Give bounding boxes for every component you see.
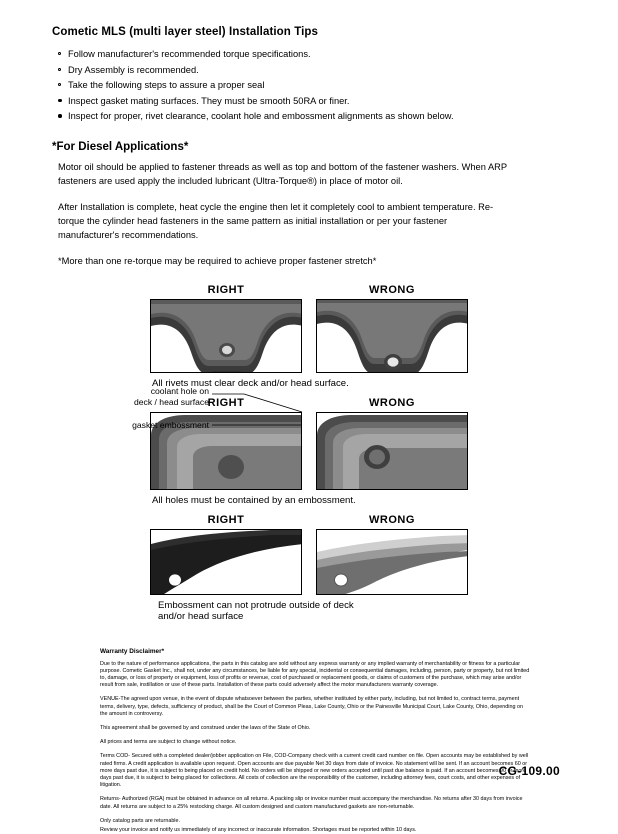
callout-gasket-embossment: gasket embossment — [74, 420, 209, 431]
figure-wrong-rivets — [316, 284, 468, 373]
solid-bullet-icon — [58, 114, 62, 118]
tip-text: Dry Assembly is recommended. — [68, 65, 199, 75]
figure-row-holes — [44, 397, 574, 490]
hollow-bullet-icon — [58, 68, 61, 71]
figure-right-rivets — [150, 284, 302, 373]
diesel-paragraph-2: After Installation is complete, heat cycle the engine then let it completely cool to ambient temperature. Re-torque the cylinder head fasteners in the same pattern as initial installation or per your fastener manufacturer's recommendations. — [58, 200, 508, 242]
figure-image-right-holes — [150, 412, 302, 490]
tip-text: Take the following steps to assure a proper seal — [68, 80, 264, 90]
hole-right-diagram — [151, 413, 302, 490]
embossment-right-diagram — [151, 530, 302, 595]
figure-right-holes — [150, 397, 302, 490]
diesel-heading: *For Diesel Applications* — [52, 141, 574, 153]
warranty-paragraph: Only catalog parts are returnable. — [100, 818, 530, 825]
installation-tips-list — [58, 47, 574, 94]
figure-wrong-embossment — [316, 514, 468, 595]
callout-line-1: coolant hole on — [151, 386, 209, 396]
rivet-right-diagram — [151, 300, 302, 373]
rivet-wrong-diagram — [317, 300, 468, 373]
hollow-bullet-icon — [58, 52, 61, 55]
diesel-paragraph-3: *More than one re-torque may be required to achieve proper fastener stretch* — [58, 254, 508, 268]
solid-bullet-icon — [58, 99, 62, 103]
warranty-paragraph: VENUE-The agreed upon venue, in the event of dispute whatsoever between the parties, whether instituted by either party, including, but not limited to, contract terms, payment terms, delivery, type, defects, sufficiency of product, shall be the Court of Common Pleas, Lake County, Ohio or the Painesville Municipal Court, Lake County, Ohio, depending on the amount in controversy. — [100, 696, 530, 718]
diesel-paragraph-1: Motor oil should be applied to fastener threads as well as top and bottom of the fastener washers. When ARP fasteners are used apply the included lubricant (Ultra-Torque®) in place of motor oil. — [58, 160, 508, 188]
warranty-paragraph: Returns- Authorized (RGA) must be obtained in advance on all returns. A packing slip or invoice number must accompany the merchandise. No returns after 30 days from invoice date. All returns are subject to a 25% restocking charge. All custom designed and custom manufactured gaskets are non-returnable. — [100, 796, 530, 810]
callout-line-2: deck / head surface — [134, 397, 209, 407]
hole-wrong-diagram — [317, 413, 468, 490]
figure-label-right: RIGHT — [150, 284, 302, 296]
warranty-paragraph: This agreement shall be governed by and construed under the laws of the State of Ohio. — [100, 725, 530, 732]
sub-tip-text: Inspect gasket mating surfaces. They must be smooth 50RA or finer. — [68, 96, 349, 106]
figure-row-rivets — [44, 284, 574, 373]
figure-image-wrong-holes — [316, 412, 468, 490]
list-item — [58, 94, 574, 110]
figure-image-wrong-rivets — [316, 299, 468, 373]
warranty-paragraph: Terms COD- Secured with a completed dealer/jobber application on File, COD-Company check with a current credit card number on file. Open accounts may be established by well rated firms. A credit application is available upon request. Open accounts are due payable Net 30 days from date of invoice. No statement will be sent. If an account becomes 60 or more days past due, it is subject to being placed on credit hold. No orders will be shipped or new orders accepted until past due balance is paid. If an account becomes 90 or more days past due, it is subject to being placed for collections. All costs of collection are the responsibility of the customer, including attorney fees, court costs, and other expenses of litigation. — [100, 753, 530, 789]
figure-image-right-rivets — [150, 299, 302, 373]
figures-section — [44, 284, 574, 622]
list-item — [58, 63, 574, 79]
figure-label-right: RIGHT — [150, 514, 302, 526]
page-title: Cometic MLS (multi layer steel) Installation Tips — [52, 26, 574, 38]
list-item — [58, 78, 574, 94]
document-code: CG-109.00 — [499, 764, 560, 778]
list-item — [58, 47, 574, 63]
list-item — [58, 109, 574, 125]
warranty-paragraph: Due to the nature of performance applications, the parts in this catalog are sold without any express warranty or any implied warranty of merchantability or fitness for a particular purpose. Cometic Gasket Inc., shall not, under any circumstances, be liable for any special, incidental or consequential damages, including, person, party or property, but not limited to, damage, or loss of property or equipment, loss of profits or revenue, cost of purchased or replacement goods, or claims of customers of the purchase, which may arise and/or result from sale, instillation or use of these parts. Installation of these parts could adversely affect the motor manufacturers warranty coverage. — [100, 661, 530, 690]
warranty-heading: Warranty Disclaimer* — [100, 648, 530, 655]
figure-caption-embossment-2: and/or head surface — [150, 611, 468, 622]
figure-caption-embossment-1: Embossment can not protrude outside of deck — [150, 600, 468, 611]
figure-label-wrong: WRONG — [316, 514, 468, 526]
figure-label-wrong: WRONG — [316, 397, 468, 409]
installation-sub-list — [58, 94, 574, 125]
warranty-paragraph: Review your invoice and notify us immediately of any incorrect or inaccurate information. Shortages must be reported within 10 days. — [100, 827, 530, 834]
figure-caption-rivets: All rivets must clear deck and/or head surface. — [150, 378, 468, 389]
figure-label-wrong: WRONG — [316, 284, 468, 296]
warranty-section — [100, 648, 530, 834]
caption-row-1 — [44, 373, 574, 389]
figure-image-right-embossment — [150, 529, 302, 595]
warranty-paragraph: All prices and terms are subject to change without notice. — [100, 739, 530, 746]
figure-row-embossment — [44, 514, 574, 595]
figure-caption-holes: All holes must be contained by an embossment. — [150, 495, 468, 506]
figure-image-wrong-embossment — [316, 529, 468, 595]
figure-right-embossment — [150, 514, 302, 595]
figure-label-right: RIGHT — [150, 397, 302, 409]
figure-wrong-holes — [316, 397, 468, 490]
caption-row-2 — [44, 490, 574, 506]
tip-text: Follow manufacturer's recommended torque specifications. — [68, 49, 311, 59]
caption-row-3 — [44, 595, 574, 622]
sub-tip-text: Inspect for proper, rivet clearance, coolant hole and embossment alignments as shown below. — [68, 111, 454, 121]
embossment-wrong-diagram — [317, 530, 468, 595]
hollow-bullet-icon — [58, 83, 61, 86]
